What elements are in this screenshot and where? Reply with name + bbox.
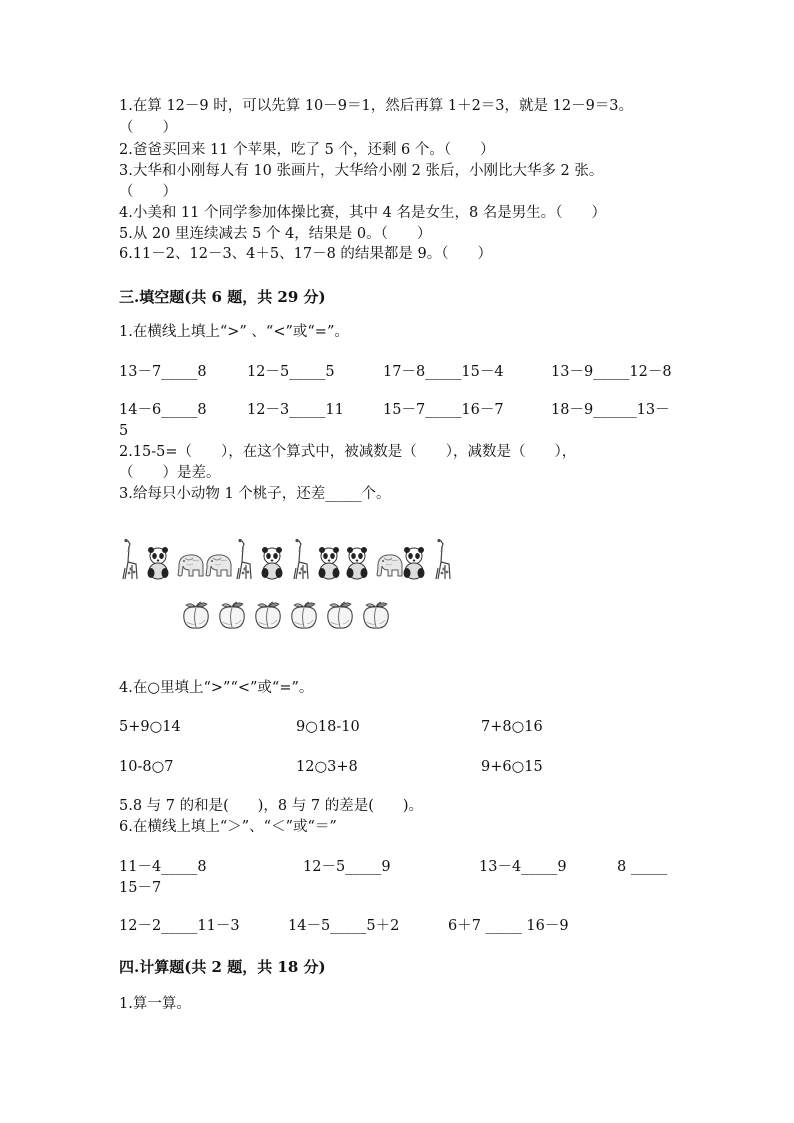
judge-item-6: 6.11－2、12－3、4＋5、17－8 的结果都是 9。（ ） xyxy=(119,246,493,262)
judge-item-1: 1.在算 12－9 时，可以先算 10－9＝1，然后再算 1＋2＝3，就是 12－9＝3。 xyxy=(119,98,634,114)
giraffe-icon xyxy=(232,538,256,584)
giraffe-icon xyxy=(289,538,313,584)
q4-title: 4.在○里填上“>”“<”或“=”。 xyxy=(119,680,314,696)
panda-icon xyxy=(345,546,369,584)
q6-expr[interactable]: 8 _____ xyxy=(617,859,668,875)
section-4-q1: 1.算一算。 xyxy=(119,996,191,1012)
judge-answer-1[interactable]: （ ） xyxy=(119,120,177,136)
elephant-icon xyxy=(203,550,235,584)
giraffe-icon xyxy=(431,538,455,584)
panda-icon xyxy=(146,546,170,584)
q6-title: 6.在横线上填上“＞”、“＜”或“＝” xyxy=(119,819,337,835)
animals-row xyxy=(118,538,458,582)
q6-expr[interactable]: 12－2_____11－3 xyxy=(119,918,240,934)
section-3-title: 三.填空题(共 6 题，共 29 分) xyxy=(119,288,326,306)
peach-icon xyxy=(324,600,356,636)
peach-icon xyxy=(180,600,212,636)
q1-expr[interactable]: 15－7_____16－7 xyxy=(383,402,504,418)
q6-expr[interactable]: 14－5_____5＋2 xyxy=(288,918,400,934)
q4-expr[interactable]: 12○3+8 xyxy=(296,759,358,775)
q6-expr[interactable]: 12－5_____9 xyxy=(303,859,391,875)
q1-expr[interactable]: 12－3_____11 xyxy=(247,402,344,418)
q6-expr[interactable]: 6＋7 _____ 16－9 xyxy=(448,918,569,934)
q1-expr[interactable]: 13－9_____12－8 xyxy=(551,364,672,380)
q6-expr[interactable]: 11－4_____8 xyxy=(119,859,207,875)
peach-icon xyxy=(252,600,284,636)
judge-item-4: 4.小美和 11 个同学参加体操比赛，其中 4 名是女生，8 名是男生。（ ） xyxy=(119,205,607,221)
peach-icon xyxy=(288,600,320,636)
panda-icon xyxy=(317,546,341,584)
peach-icon xyxy=(360,600,392,636)
panda-icon xyxy=(402,546,426,584)
section-4-title: 四.计算题(共 2 题，共 18 分) xyxy=(119,958,326,976)
q2-line1[interactable]: 2.15-5=（ ），在这个算式中，被减数是（ ），减数是（ ）， xyxy=(119,444,577,460)
q1-title: 1.在横线上填上“>” 、“<”或“=”。 xyxy=(119,324,349,340)
judge-item-5: 5.从 20 里连续减去 5 个 4，结果是 0。（ ） xyxy=(119,226,432,242)
q1-wrap: 5 xyxy=(119,423,129,439)
judge-item-3: 3.大华和小刚每人有 10 张画片，大华给小刚 2 张后，小刚比大华多 2 张。 xyxy=(119,163,604,179)
judge-item-2: 2.爸爸买回来 11 个苹果，吃了 5 个，还剩 6 个。（ ） xyxy=(119,142,495,158)
q1-expr[interactable]: 17－8_____15－4 xyxy=(383,364,504,380)
q1-expr[interactable]: 18－9______13－ xyxy=(551,402,670,418)
q4-expr[interactable]: 9○18-10 xyxy=(296,719,360,735)
q1-expr[interactable]: 14－6_____8 xyxy=(119,402,207,418)
q6-expr[interactable]: 13－4_____9 xyxy=(479,859,567,875)
q2-line2[interactable]: （ ）是差。 xyxy=(119,465,221,481)
giraffe-icon xyxy=(118,538,142,584)
panda-icon xyxy=(260,546,284,584)
q3-text[interactable]: 3.给每只小动物 1 个桃子，还差_____个。 xyxy=(119,486,391,502)
q1-expr[interactable]: 12－5_____5 xyxy=(247,364,335,380)
q4-expr[interactable]: 5+9○14 xyxy=(119,719,181,735)
peaches-row xyxy=(180,600,395,636)
q4-expr[interactable]: 10-8○7 xyxy=(119,759,174,775)
q4-expr[interactable]: 9+6○15 xyxy=(481,759,543,775)
q6-wrap: 15－7 xyxy=(119,880,162,896)
q5-text[interactable]: 5.8 与 7 的和是( )，8 与 7 的差是( )。 xyxy=(119,798,424,814)
q1-expr[interactable]: 13－7_____8 xyxy=(119,364,207,380)
q4-expr[interactable]: 7+8○16 xyxy=(481,719,543,735)
judge-answer-3[interactable]: （ ） xyxy=(119,184,177,200)
peach-icon xyxy=(216,600,248,636)
